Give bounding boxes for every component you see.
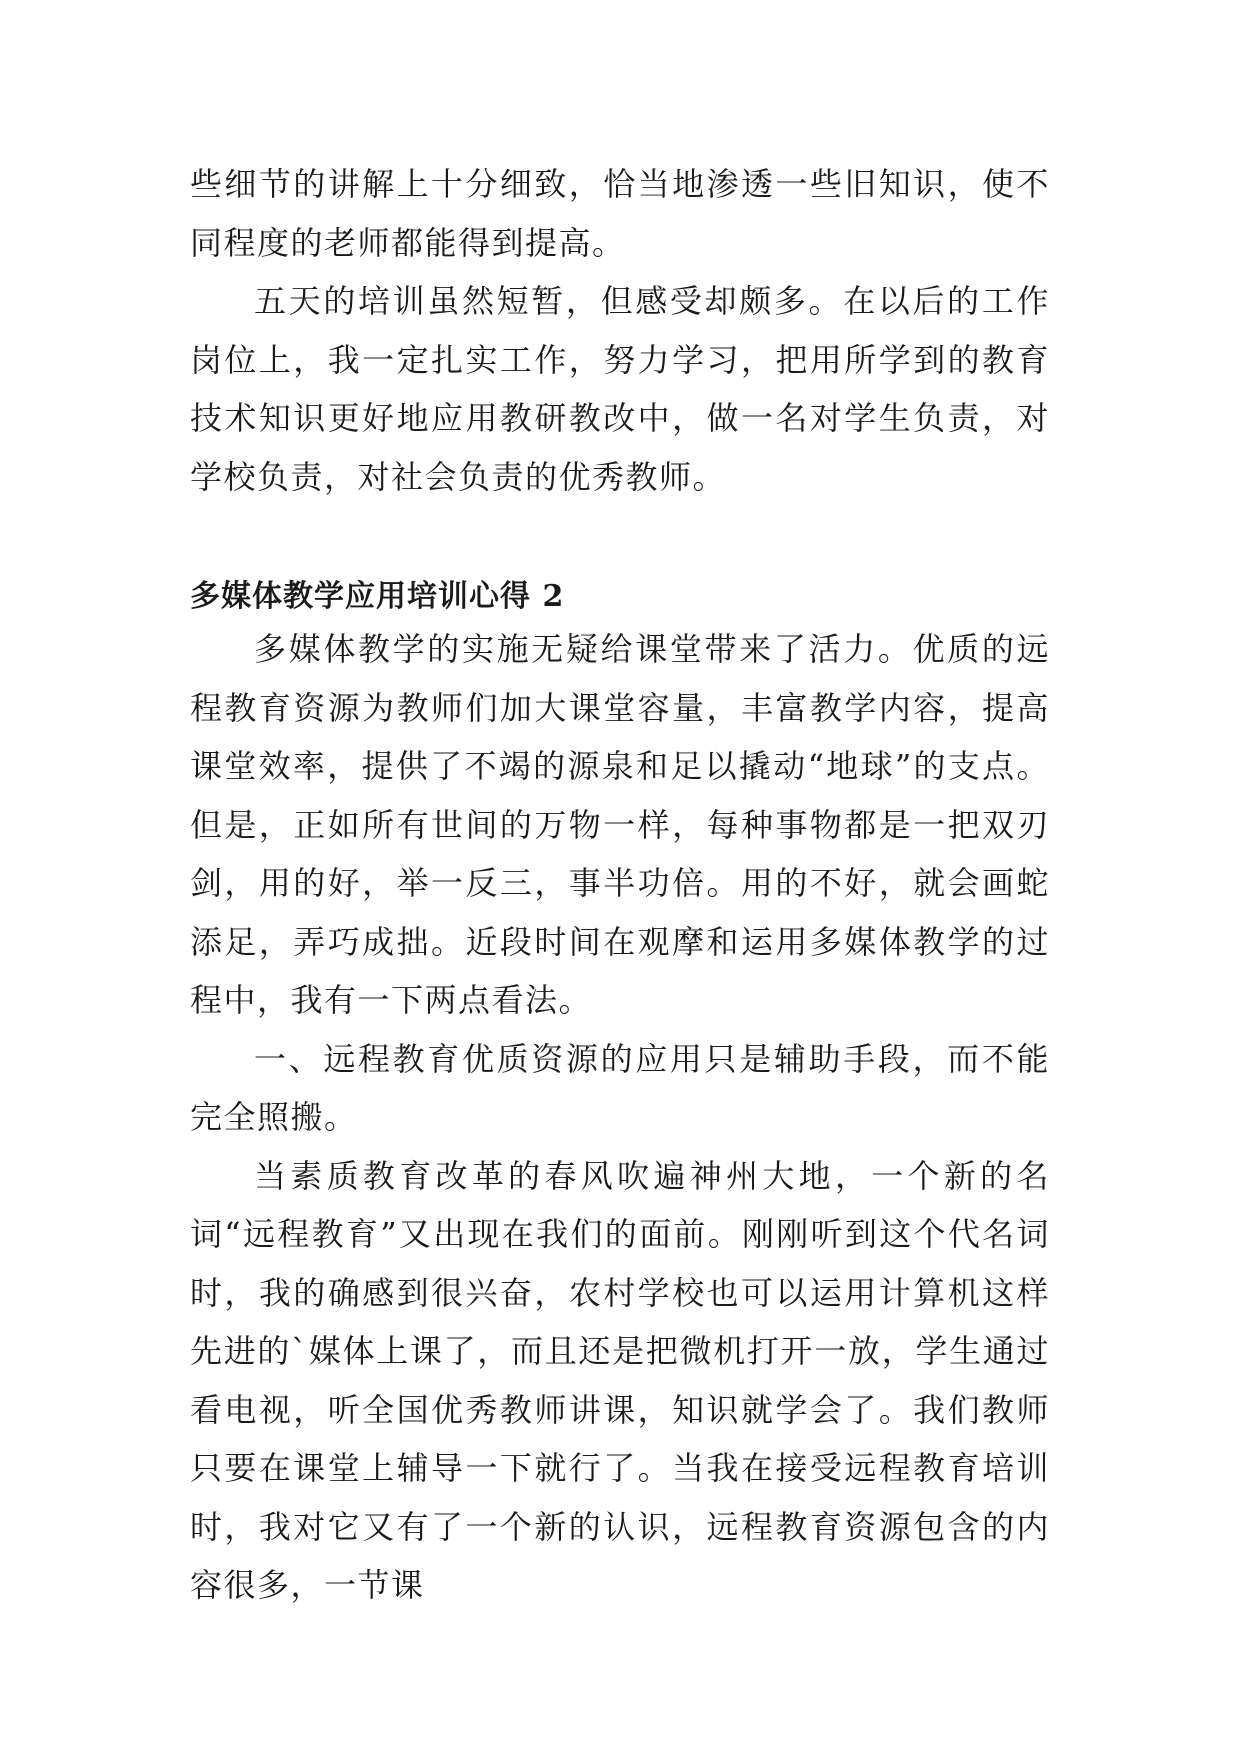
paragraph: 一、远程教育优质资源的应用只是辅助手段，而不能完全照搬。 [190,1039,1050,1136]
section-title: 多媒体教学应用培训心得 2 [190,579,565,614]
paragraph: 当素质教育改革的春风吹遍神州大地，一个新的名词“远程教育”又出现在我们的面前。刚刚听到这个代名词时，我的确感到很兴奋，农村学校也可以运用计算机这样先进的`媒体上课了，而且还是把微机打开一放，学生通过看电视，听全国优秀教师讲课，知识就学会了。我们教师只要在课堂上辅导一下就行了。当我在接受远程教育培训时，我对它又有了一个新的认识，远程教育资源包含的内容很多，一节课 [190,1156,1050,1604]
text-block-top [190,155,1050,506]
paragraph: 多媒体教学的实施无疑给课堂带来了活力。优质的远程教育资源为教师们加大课堂容量，丰富教学内容，提高课堂效率，提供了不竭的源泉和足以撬动“地球”的支点。但是，正如所有世间的万物一样，每种事物都是一把双刃剑，用的好，举一反三，事半功倍。用的不好，就会画蛇添足，弄巧成拙。近段时间在观摩和运用多媒体教学的过程中，我有一下两点看法。 [190,630,1050,1019]
paragraph: 五天的培训虽然短暂，但感受却颇多。在以后的工作岗位上，我一定扎实工作，努力学习，把用所学到的教育技术知识更好地应用教研教改中，做一名对学生负责，对学校负责，对社会负责的优秀教师。 [190,282,1050,496]
text-block-bottom [190,620,1050,1615]
paragraph-continuation: 些细节的讲解上十分细致，恰当地渗透一些旧知识，使不同程度的老师都能得到提高。 [190,165,1050,262]
